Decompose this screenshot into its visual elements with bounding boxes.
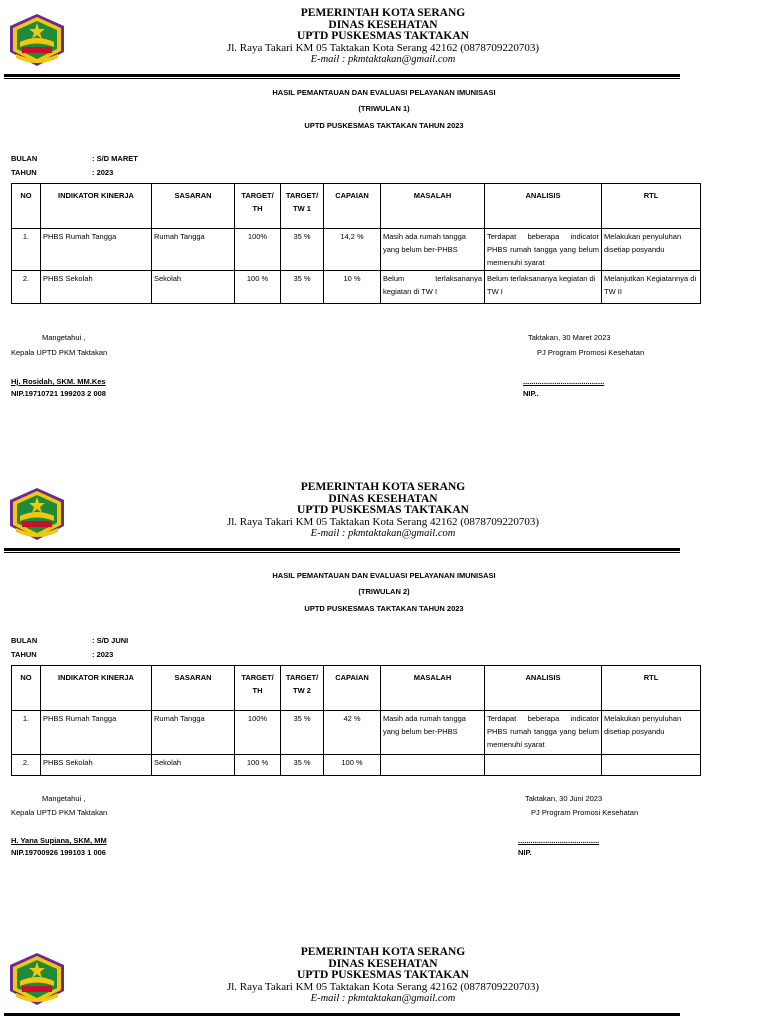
cell-capaian: 100 % [324, 755, 381, 776]
cell-capaian: 14,2 % [324, 229, 381, 271]
cell-indikator: PHBS Sekolah [41, 271, 152, 304]
col-no: NO [12, 184, 41, 229]
cell-target-tw: 35 % [281, 229, 324, 271]
bulan-value: : S/D JUNI [92, 636, 129, 645]
cell-target-th: 100 % [235, 755, 281, 776]
table-row [12, 755, 701, 776]
cell-rtl: Melakukan penyuluhan disetiap posyandu [602, 229, 701, 271]
letterhead-rule [4, 1013, 680, 1016]
report-title: HASIL PEMANTAUAN DAN EVALUASI PELAYANAN IMUNISASI [272, 571, 496, 580]
letterhead [0, 947, 768, 1027]
col-analisis: ANALISIS [485, 184, 602, 229]
pj-nip: NIP.. [523, 389, 539, 398]
bulan-value: : S/D MARET [92, 154, 138, 163]
cell-sasaran: Rumah Tangga [152, 229, 235, 271]
clinic-name: UPTD PUSKESMAS TAKTAKAN [297, 30, 469, 42]
cell-masalah: Masih ada rumah tangga yang belum ber-PHBS [381, 229, 485, 271]
email: E-mail : pkmtaktakan@gmail.com [310, 54, 456, 65]
col-masalah: MASALAH [381, 666, 485, 711]
table-row [12, 229, 701, 271]
cell-no: 2. [12, 271, 41, 304]
letterhead-text [150, 947, 616, 1005]
cell-target-tw: 35 % [281, 755, 324, 776]
city-emblem-icon [6, 951, 68, 1007]
cell-analisis: Terdapat beberapa indicator PHBS rumah tangga yang belum memenuhi syarat [485, 711, 602, 755]
letterhead-text [150, 482, 616, 540]
tahun-label: TAHUN [11, 168, 37, 177]
tahun-value: : 2023 [92, 650, 114, 659]
report-section-3 [0, 940, 768, 1024]
kepala-title: Kepala UPTD PKM Taktakan [11, 348, 108, 357]
col-target-th: TARGET/ TH [235, 184, 281, 229]
cell-no: 1. [12, 229, 41, 271]
cell-indikator: PHBS Rumah Tangga [41, 229, 152, 271]
cell-indikator: PHBS Rumah Tangga [41, 711, 152, 755]
cell-masalah: Belum terlaksananya kegiatan di TW I [381, 271, 485, 304]
col-capaian: CAPAIAN [324, 184, 381, 229]
cell-analisis [485, 755, 602, 776]
evaluation-table [11, 183, 701, 304]
col-indikator: INDIKATOR KINERJA [41, 184, 152, 229]
mengetahui-label: Mangetahui , [42, 333, 86, 342]
col-rtl: RTL [602, 184, 701, 229]
kepala-nip: NIP.19710721 199203 2 008 [11, 389, 106, 398]
clinic-name: UPTD PUSKESMAS TAKTAKAN [297, 969, 469, 981]
report-subtitle: (TRIWULAN 1) [358, 104, 410, 113]
cell-target-tw: 35 % [281, 711, 324, 755]
cell-masalah: Masih ada rumah tangga yang belum ber-PHBS [381, 711, 485, 755]
letterhead-rule-thin [4, 78, 680, 79]
cell-rtl [602, 755, 701, 776]
table-header-row [12, 184, 701, 229]
table-row [12, 271, 701, 304]
pj-name: ....................................... [523, 377, 605, 386]
cell-rtl: Melanjutkan Kegiatannya di TW II [602, 271, 701, 304]
email: E-mail : pkmtaktakan@gmail.com [310, 993, 456, 1004]
table-row [12, 711, 701, 755]
city-emblem-icon [6, 12, 68, 68]
email: E-mail : pkmtaktakan@gmail.com [310, 528, 456, 539]
address: Jl. Raya Takari KM 05 Taktakan Kota Serang 42162 (0878709220703) [226, 41, 540, 54]
letterhead-rule [4, 548, 680, 551]
cell-sasaran: Sekolah [152, 755, 235, 776]
cell-target-th: 100 % [235, 271, 281, 304]
pj-nip: NIP. [518, 848, 532, 857]
evaluation-table [11, 665, 701, 776]
table-header-row [12, 666, 701, 711]
letterhead-text [150, 8, 616, 66]
col-capaian: CAPAIAN [324, 666, 381, 711]
bulan-label: BULAN [11, 636, 38, 645]
report-section-1 [0, 0, 768, 440]
kepala-title: Kepala UPTD PKM Taktakan [11, 808, 108, 817]
col-indikator: INDIKATOR KINERJA [41, 666, 152, 711]
cell-target-th: 100% [235, 229, 281, 271]
city-emblem-icon [6, 486, 68, 542]
gov-name: PEMERINTAH KOTA SERANG [300, 946, 466, 958]
letterhead [0, 8, 768, 88]
report-title: HASIL PEMANTAUAN DAN EVALUASI PELAYANAN IMUNISASI [272, 88, 496, 97]
place-date: Taktakan, 30 Maret 2023 [528, 333, 611, 342]
gov-name: PEMERINTAH KOTA SERANG [300, 7, 466, 19]
agency-name: DINAS KESEHATAN [328, 18, 438, 31]
mengetahui-label: Mangetahui , [42, 794, 86, 803]
col-analisis: ANALISIS [485, 666, 602, 711]
col-target-tw: TARGET/ TW 1 [281, 184, 324, 229]
cell-target-tw: 35 % [281, 271, 324, 304]
pj-name: ....................................... [518, 836, 600, 845]
report-subtitle2: UPTD PUSKESMAS TAKTAKAN TAHUN 2023 [304, 121, 464, 130]
col-masalah: MASALAH [381, 184, 485, 229]
bulan-label: BULAN [11, 154, 38, 163]
pj-title: PJ Program Promosi Kesehatan [537, 348, 645, 357]
letterhead [0, 482, 768, 562]
cell-rtl: Melakukan penyuluhan disetiap posyandu [602, 711, 701, 755]
cell-capaian: 42 % [324, 711, 381, 755]
report-subtitle2: UPTD PUSKESMAS TAKTAKAN TAHUN 2023 [304, 604, 464, 613]
tahun-value: : 2023 [92, 168, 114, 177]
tahun-label: TAHUN [11, 650, 37, 659]
col-target-th: TARGET/ TH [235, 666, 281, 711]
kepala-nip: NIP.19700926 199103 1 006 [11, 848, 106, 857]
col-no: NO [12, 666, 41, 711]
pj-title: PJ Program Promosi Kesehatan [531, 808, 639, 817]
cell-no: 2. [12, 755, 41, 776]
cell-sasaran: Rumah Tangga [152, 711, 235, 755]
cell-no: 1. [12, 711, 41, 755]
gov-name: PEMERINTAH KOTA SERANG [300, 481, 466, 493]
address: Jl. Raya Takari KM 05 Taktakan Kota Serang 42162 (0878709220703) [226, 515, 540, 528]
col-rtl: RTL [602, 666, 701, 711]
letterhead-rule-thin [4, 552, 680, 553]
cell-analisis: Terdapat beberapa indicator PHBS rumah tangga yang belum memenuhi syarat [485, 229, 602, 271]
report-subtitle: (TRIWULAN 2) [358, 587, 410, 596]
col-sasaran: SASARAN [152, 184, 235, 229]
address: Jl. Raya Takari KM 05 Taktakan Kota Serang 42162 (0878709220703) [226, 980, 540, 993]
col-sasaran: SASARAN [152, 666, 235, 711]
cell-sasaran: Sekolah [152, 271, 235, 304]
cell-masalah [381, 755, 485, 776]
place-date: Taktakan, 30 Juni 2023 [525, 794, 603, 803]
col-target-tw: TARGET/ TW 2 [281, 666, 324, 711]
kepala-name: H. Yana Supiana, SKM, MM [11, 836, 107, 845]
letterhead-rule [4, 74, 680, 77]
cell-indikator: PHBS Sekolah [41, 755, 152, 776]
agency-name: DINAS KESEHATAN [328, 957, 438, 970]
report-section-2 [0, 474, 768, 874]
cell-target-th: 100% [235, 711, 281, 755]
clinic-name: UPTD PUSKESMAS TAKTAKAN [297, 504, 469, 516]
agency-name: DINAS KESEHATAN [328, 492, 438, 505]
cell-capaian: 10 % [324, 271, 381, 304]
kepala-name: Hj. Rosidah, SKM. MM.Kes [11, 377, 106, 386]
cell-analisis: Belum terlaksananya kegiatan di TW I [485, 271, 602, 304]
